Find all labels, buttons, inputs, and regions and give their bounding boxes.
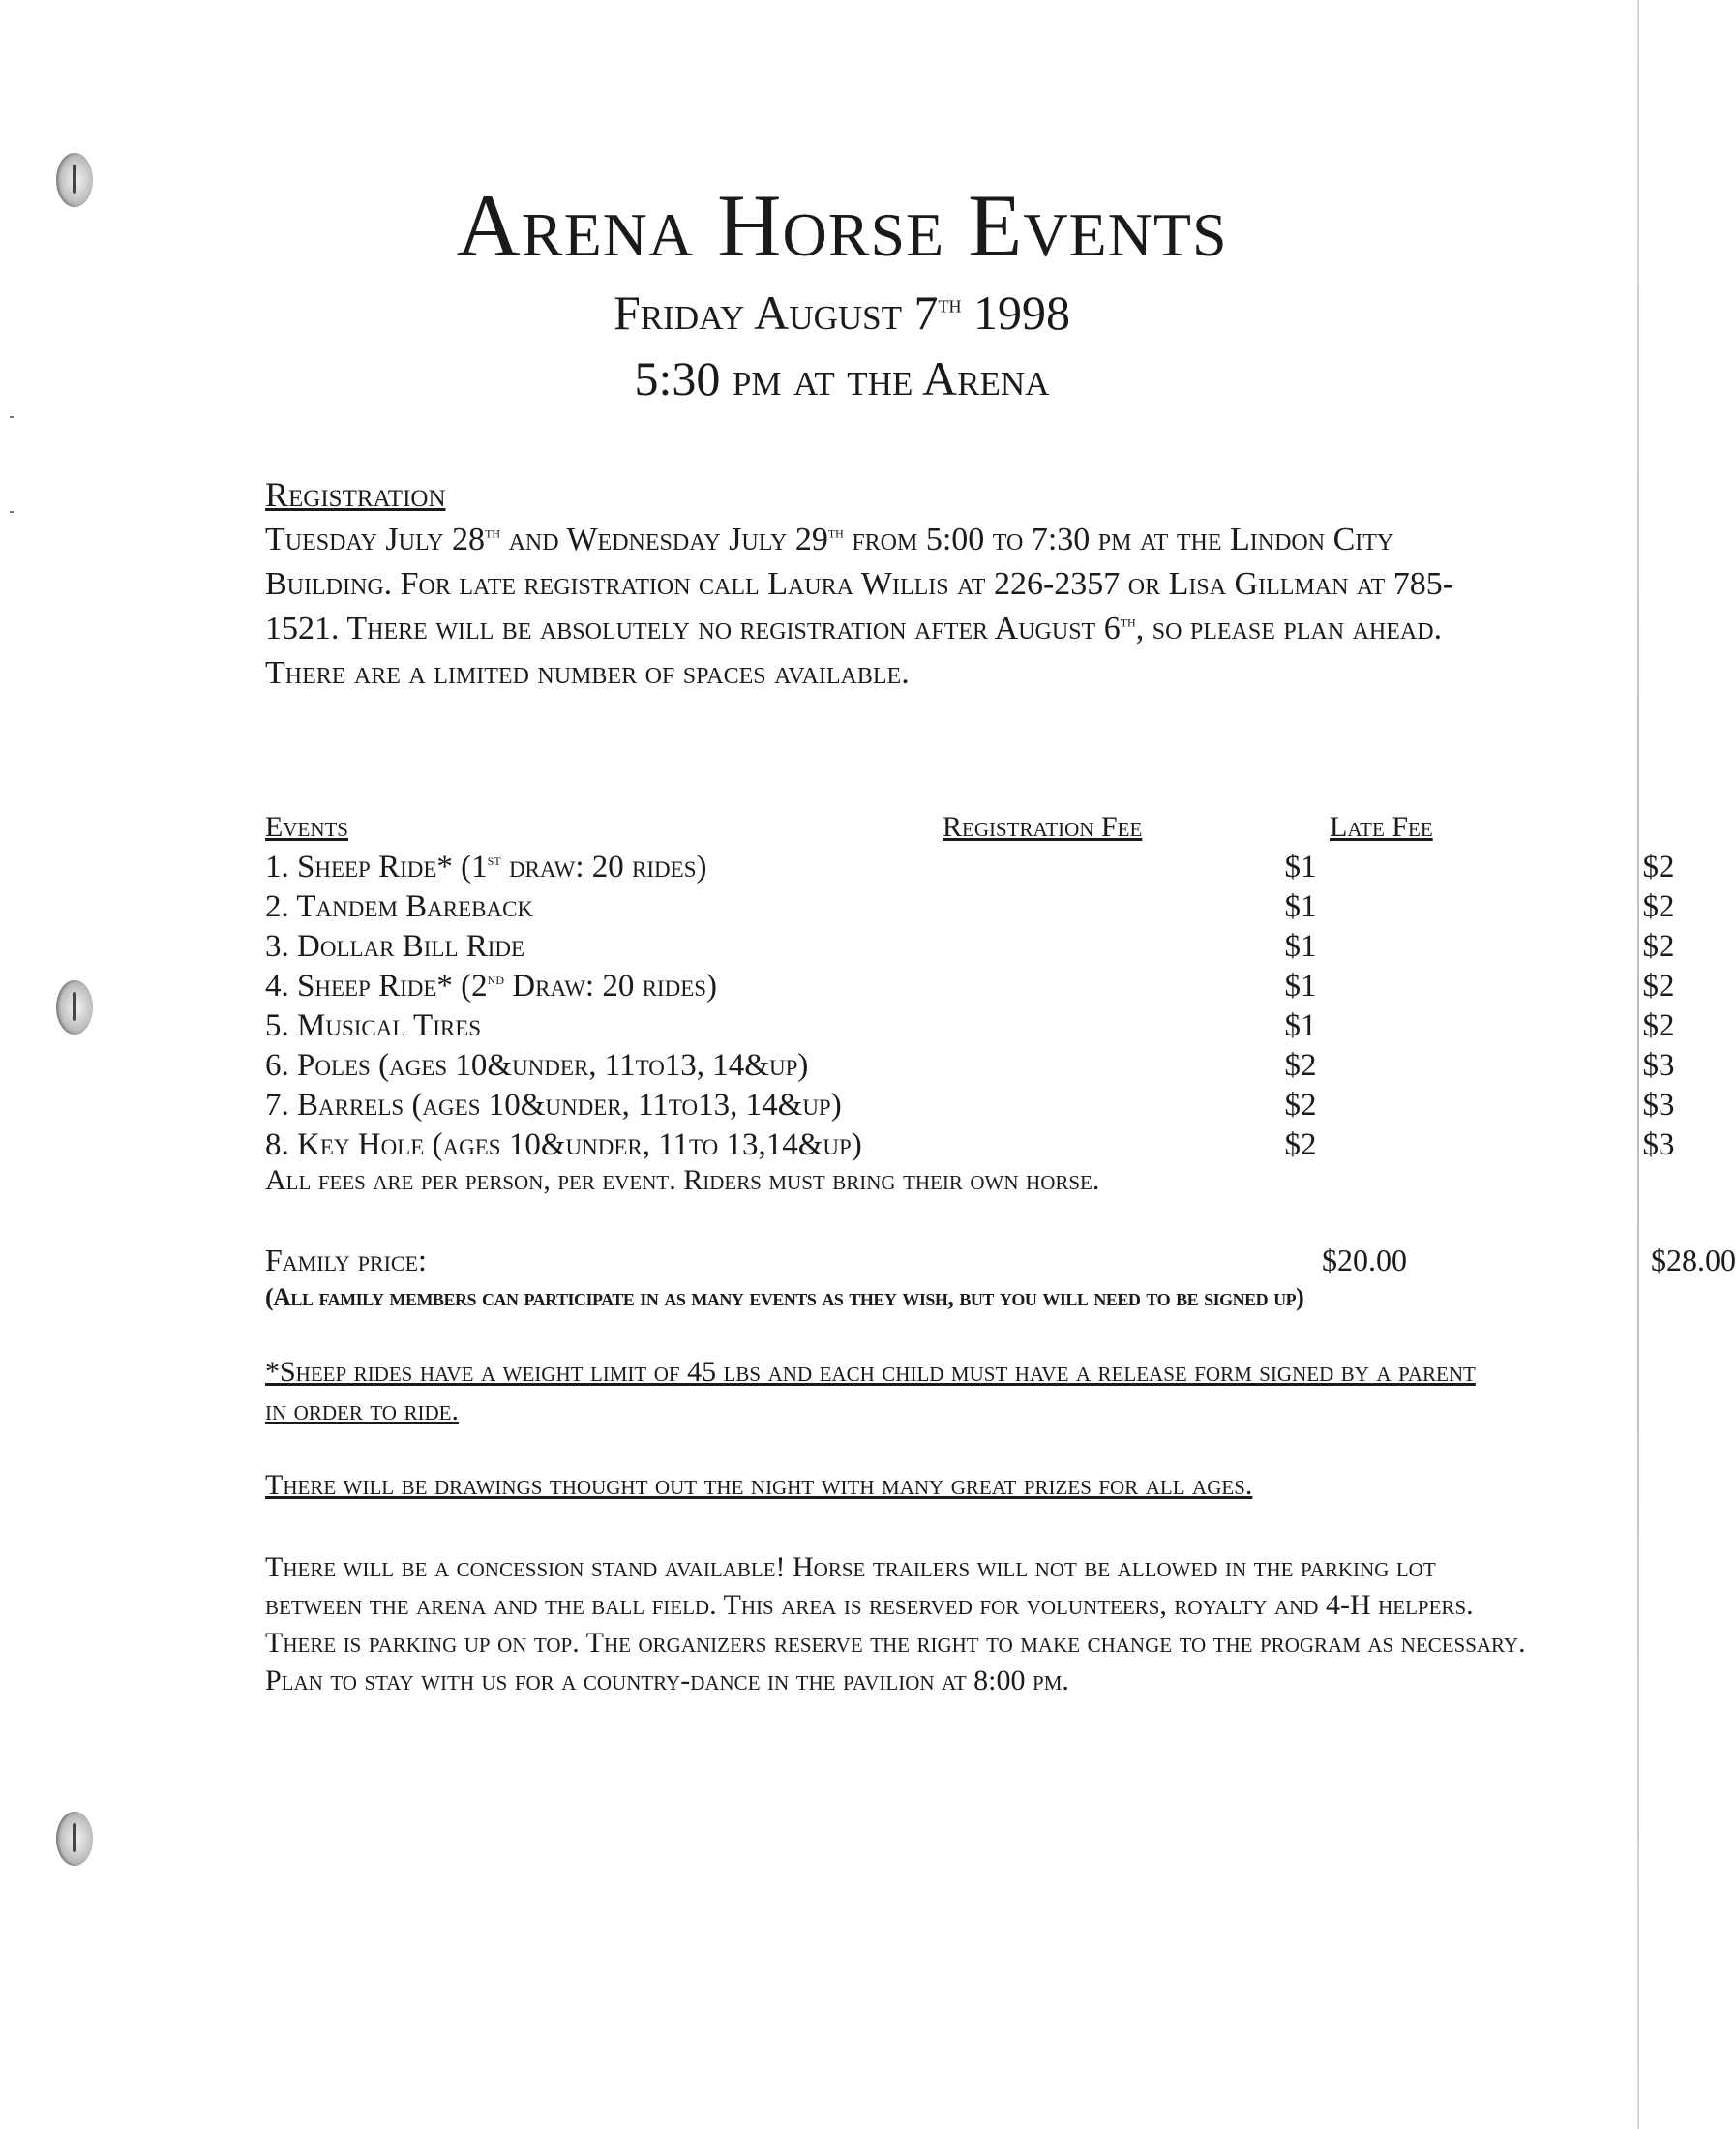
event-late-fee: $3 [1642,1088,1675,1123]
sheep-ride-note: *Sheep rides have a weight limit of 45 lbs and each child must have a release form signed by a parent in order to ride. [265,1356,1476,1426]
date-text: Friday August 7 [614,285,939,340]
reg-body-sup: th [1120,612,1136,631]
scan-mark [10,511,14,513]
event-row [265,889,1675,929]
event-name-text2: draw: 20 rides) [500,850,707,885]
family-late-price: $28.00 [1651,1243,1736,1277]
fees-note: All fees are per person, per event. Riders must bring their own horse. [265,1164,1100,1196]
event-late-fee: $2 [1642,969,1675,1004]
event-late-fee: $2 [1642,929,1675,964]
family-note: (All family members can participate in as many events as they wish, but you will need to be signed up) [265,1283,1304,1311]
event-name [265,929,524,965]
event-name-text: 1. Sheep Ride* (1 [265,850,488,885]
event-name-text: 2. Tandem Bareback [265,889,534,924]
concession-note: There will be a concession stand available! Horse trailers will not be allowed in the parking lot between the arena and the ball field. This area is reserved for volunteers, royalty and 4-H helpers. There is parking up on top. The organizers reserve the right to make change to the program as necessary. Plan to stay with us for a country-dance in the pavilion at 8:00 pm. [265,1551,1526,1696]
event-name-text: 7. Barrels (ages 10&under, 11to13, 14&up) [265,1088,842,1123]
punch-hole-icon [56,1812,93,1866]
event-name-text2: Draw: 20 rides) [504,969,718,1004]
event-fee: $1 [1284,929,1317,964]
event-late-fee: $2 [1642,1008,1675,1043]
event-late-fee: $3 [1642,1048,1675,1083]
event-name [265,1088,842,1124]
event-name [265,850,706,885]
event-name [265,1048,808,1084]
event-name-sup: st [487,851,501,869]
scan-mark [10,416,14,418]
event-row [265,850,1675,889]
event-fee: $2 [1284,1088,1317,1123]
events-col-header: Events [265,811,348,843]
punch-hole-icon [56,980,93,1035]
event-name [265,1127,862,1163]
event-fee: $1 [1284,850,1317,885]
reg-day1: Tuesday July 28 [265,522,486,557]
event-late-fee: $2 [1642,889,1675,924]
event-name-text: 6. Poles (ages 10&under, 11to13, 14&up) [265,1048,809,1083]
event-time: 5:30 pm at the Arena [634,351,1050,405]
event-name [265,969,717,1005]
event-row [265,969,1675,1008]
event-name-text: 3. Dollar Bill Ride [265,929,525,964]
event-row [265,1127,1675,1167]
event-name-text: 4. Sheep Ride* (2 [265,969,488,1004]
family-price-row [265,1243,1736,1281]
events-table [265,850,1675,1167]
reg-day2: and Wednesday July 29 [500,522,828,557]
late-fee-col-header: Late Fee [1330,811,1433,843]
registration-heading: Registration [265,475,446,514]
event-name [265,889,533,925]
reg-body-text2: , so please plan ahead. There are a limited number of spaces available. [265,611,1443,691]
date-year: 1998 [961,285,1070,340]
event-date [0,285,1684,341]
event-name-text: 5. Musical Tires [265,1008,482,1043]
event-fee: $1 [1284,1008,1317,1043]
event-late-fee: $2 [1642,850,1675,885]
reg-day2-sup: th [827,523,844,542]
registration-body [265,518,1523,696]
event-row [265,1048,1675,1088]
event-fee: $2 [1284,1127,1317,1162]
date-sup: th [938,291,962,318]
event-name-sup: nd [487,970,505,988]
registration-fee-col-header: Registration Fee [943,811,1143,843]
reg-day1-sup: th [485,523,501,542]
event-late-fee: $3 [1642,1127,1675,1162]
event-fee: $1 [1284,889,1317,924]
event-fee: $2 [1284,1048,1317,1083]
event-row [265,1008,1675,1048]
family-price-label: Family price: [265,1243,427,1277]
event-fee: $1 [1284,969,1317,1004]
event-row [265,929,1675,969]
events-header [265,811,1542,850]
drawings-note: There will be drawings thought out the night with many great prizes for all ages. [265,1469,1253,1501]
page-title: Arena Horse Events [456,176,1228,275]
event-name-text: 8. Key Hole (ages 10&under, 11to 13,14&up) [265,1127,862,1162]
reg-body-text: from 5:00 to 7:30 pm at the Lindon City Building. For late registration call Laura Willis at 226-2357 or Lisa Gillman at 785-1521. There will be absolutely no registration after August 6 [265,522,1454,646]
event-row [265,1088,1675,1127]
family-price: $20.00 [1322,1243,1407,1277]
event-name [265,1008,481,1044]
